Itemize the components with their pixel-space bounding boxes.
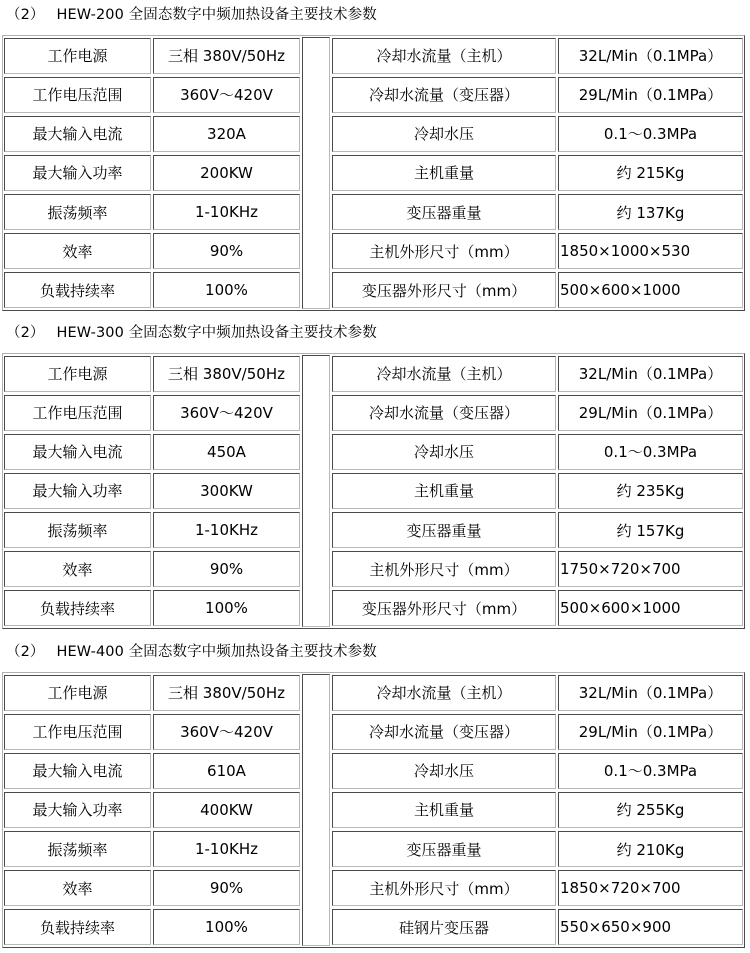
param-value: 三相 380V/50Hz bbox=[153, 38, 300, 74]
param-label: 最大输入功率 bbox=[4, 792, 151, 828]
param-label: 变压器重量 bbox=[332, 194, 556, 230]
section-heading bbox=[6, 641, 377, 663]
table-row bbox=[3, 36, 744, 75]
table-row bbox=[3, 432, 744, 471]
param-value: 约 157Kg bbox=[558, 512, 743, 548]
section-number: （2） bbox=[6, 325, 45, 341]
param-label: 振荡频率 bbox=[4, 512, 151, 548]
section-title: HEW-300 全固态数字中频加热设备主要技术参数 bbox=[56, 325, 377, 341]
table-row bbox=[3, 75, 744, 114]
param-value: 400KW bbox=[153, 792, 300, 828]
spec-table bbox=[2, 353, 745, 629]
table-row bbox=[3, 271, 744, 310]
param-value: 100% bbox=[153, 909, 300, 945]
table-row bbox=[3, 511, 744, 550]
table-row bbox=[3, 751, 744, 790]
param-value: 320A bbox=[153, 116, 300, 152]
param-value: 90% bbox=[153, 551, 300, 587]
param-label: 最大输入电流 bbox=[4, 116, 151, 152]
section-number: （2） bbox=[6, 7, 45, 23]
section-title: HEW-200 全固态数字中频加热设备主要技术参数 bbox=[56, 7, 377, 23]
param-label: 冷却水流量（变压器） bbox=[332, 714, 556, 750]
param-label: 主机外形尺寸（mm） bbox=[332, 233, 556, 269]
table-row bbox=[3, 712, 744, 751]
param-value: 300KW bbox=[153, 473, 300, 509]
param-label: 振荡频率 bbox=[4, 194, 151, 230]
table-row bbox=[3, 471, 744, 510]
param-value: 29L/Min（0.1MPa） bbox=[558, 395, 743, 431]
param-value: 610A bbox=[153, 753, 300, 789]
param-label: 最大输入电流 bbox=[4, 753, 151, 789]
param-label: 硅钢片变压器 bbox=[332, 909, 556, 945]
param-label: 主机重量 bbox=[332, 792, 556, 828]
param-value: 0.1～0.3MPa bbox=[558, 116, 743, 152]
param-value: 1-10KHz bbox=[153, 831, 300, 867]
param-value: 450A bbox=[153, 434, 300, 470]
param-value: 约 215Kg bbox=[558, 155, 743, 191]
param-label: 振荡频率 bbox=[4, 831, 151, 867]
table-row bbox=[3, 550, 744, 589]
param-label: 冷却水压 bbox=[332, 434, 556, 470]
section-heading bbox=[6, 4, 377, 26]
param-label: 最大输入电流 bbox=[4, 434, 151, 470]
param-value: 100% bbox=[153, 590, 300, 626]
param-label: 效率 bbox=[4, 870, 151, 906]
param-value: 1-10KHz bbox=[153, 194, 300, 230]
param-label: 主机重量 bbox=[332, 473, 556, 509]
param-value: 三相 380V/50Hz bbox=[153, 675, 300, 711]
param-label: 工作电压范围 bbox=[4, 395, 151, 431]
param-value: 550×650×900 bbox=[558, 909, 743, 945]
param-label: 变压器重量 bbox=[332, 512, 556, 548]
table-row bbox=[3, 193, 744, 232]
spacer-column bbox=[302, 355, 330, 627]
param-label: 主机外形尺寸（mm） bbox=[332, 551, 556, 587]
param-label: 最大输入功率 bbox=[4, 155, 151, 191]
param-label: 冷却水流量（主机） bbox=[332, 675, 556, 711]
section-title: HEW-400 全固态数字中频加热设备主要技术参数 bbox=[56, 644, 377, 660]
param-value: 29L/Min（0.1MPa） bbox=[558, 714, 743, 750]
param-label: 负载持续率 bbox=[4, 272, 151, 308]
table-row bbox=[3, 830, 744, 869]
param-value: 90% bbox=[153, 233, 300, 269]
param-label: 变压器外形尺寸（mm） bbox=[332, 590, 556, 626]
param-value: 约 210Kg bbox=[558, 831, 743, 867]
param-value: 0.1～0.3MPa bbox=[558, 434, 743, 470]
param-label: 效率 bbox=[4, 551, 151, 587]
param-value: 100% bbox=[153, 272, 300, 308]
param-label: 主机重量 bbox=[332, 155, 556, 191]
table-row bbox=[3, 790, 744, 829]
table-row bbox=[3, 673, 744, 712]
param-label: 变压器外形尺寸（mm） bbox=[332, 272, 556, 308]
table-row bbox=[3, 589, 744, 628]
table-row bbox=[3, 393, 744, 432]
param-value: 360V～420V bbox=[153, 714, 300, 750]
param-value: 约 255Kg bbox=[558, 792, 743, 828]
spec-table bbox=[2, 672, 745, 948]
table-row bbox=[3, 354, 744, 393]
param-value: 0.1～0.3MPa bbox=[558, 753, 743, 789]
table-row bbox=[3, 232, 744, 271]
param-label: 工作电源 bbox=[4, 356, 151, 392]
param-label: 主机外形尺寸（mm） bbox=[332, 870, 556, 906]
param-value: 360V～420V bbox=[153, 395, 300, 431]
param-label: 冷却水流量（主机） bbox=[332, 38, 556, 74]
param-value: 约 235Kg bbox=[558, 473, 743, 509]
spacer-column bbox=[302, 37, 330, 309]
param-label: 工作电压范围 bbox=[4, 77, 151, 113]
param-label: 最大输入功率 bbox=[4, 473, 151, 509]
param-value: 500×600×1000 bbox=[558, 272, 743, 308]
param-value: 1850×720×700 bbox=[558, 870, 743, 906]
table-row bbox=[3, 869, 744, 908]
param-label: 冷却水流量（主机） bbox=[332, 356, 556, 392]
param-value: 500×600×1000 bbox=[558, 590, 743, 626]
param-label: 冷却水压 bbox=[332, 116, 556, 152]
param-label: 工作电源 bbox=[4, 675, 151, 711]
param-value: 1750×720×700 bbox=[558, 551, 743, 587]
table-row bbox=[3, 908, 744, 947]
param-label: 冷却水流量（变压器） bbox=[332, 77, 556, 113]
param-value: 1850×1000×530 bbox=[558, 233, 743, 269]
param-label: 工作电压范围 bbox=[4, 714, 151, 750]
param-label: 冷却水流量（变压器） bbox=[332, 395, 556, 431]
spacer-column bbox=[302, 674, 330, 946]
section-number: （2） bbox=[6, 644, 45, 660]
param-value: 1-10KHz bbox=[153, 512, 300, 548]
param-label: 变压器重量 bbox=[332, 831, 556, 867]
table-row bbox=[3, 114, 744, 153]
param-value: 三相 380V/50Hz bbox=[153, 356, 300, 392]
param-label: 效率 bbox=[4, 233, 151, 269]
param-value: 32L/Min（0.1MPa） bbox=[558, 356, 743, 392]
param-value: 约 137Kg bbox=[558, 194, 743, 230]
param-value: 200KW bbox=[153, 155, 300, 191]
spec-table bbox=[2, 35, 745, 311]
param-label: 负载持续率 bbox=[4, 590, 151, 626]
section-heading bbox=[6, 322, 377, 344]
param-value: 90% bbox=[153, 870, 300, 906]
param-value: 32L/Min（0.1MPa） bbox=[558, 38, 743, 74]
param-value: 29L/Min（0.1MPa） bbox=[558, 77, 743, 113]
param-label: 负载持续率 bbox=[4, 909, 151, 945]
param-label: 工作电源 bbox=[4, 38, 151, 74]
param-value: 32L/Min（0.1MPa） bbox=[558, 675, 743, 711]
param-label: 冷却水压 bbox=[332, 753, 556, 789]
param-value: 360V～420V bbox=[153, 77, 300, 113]
table-row bbox=[3, 153, 744, 192]
